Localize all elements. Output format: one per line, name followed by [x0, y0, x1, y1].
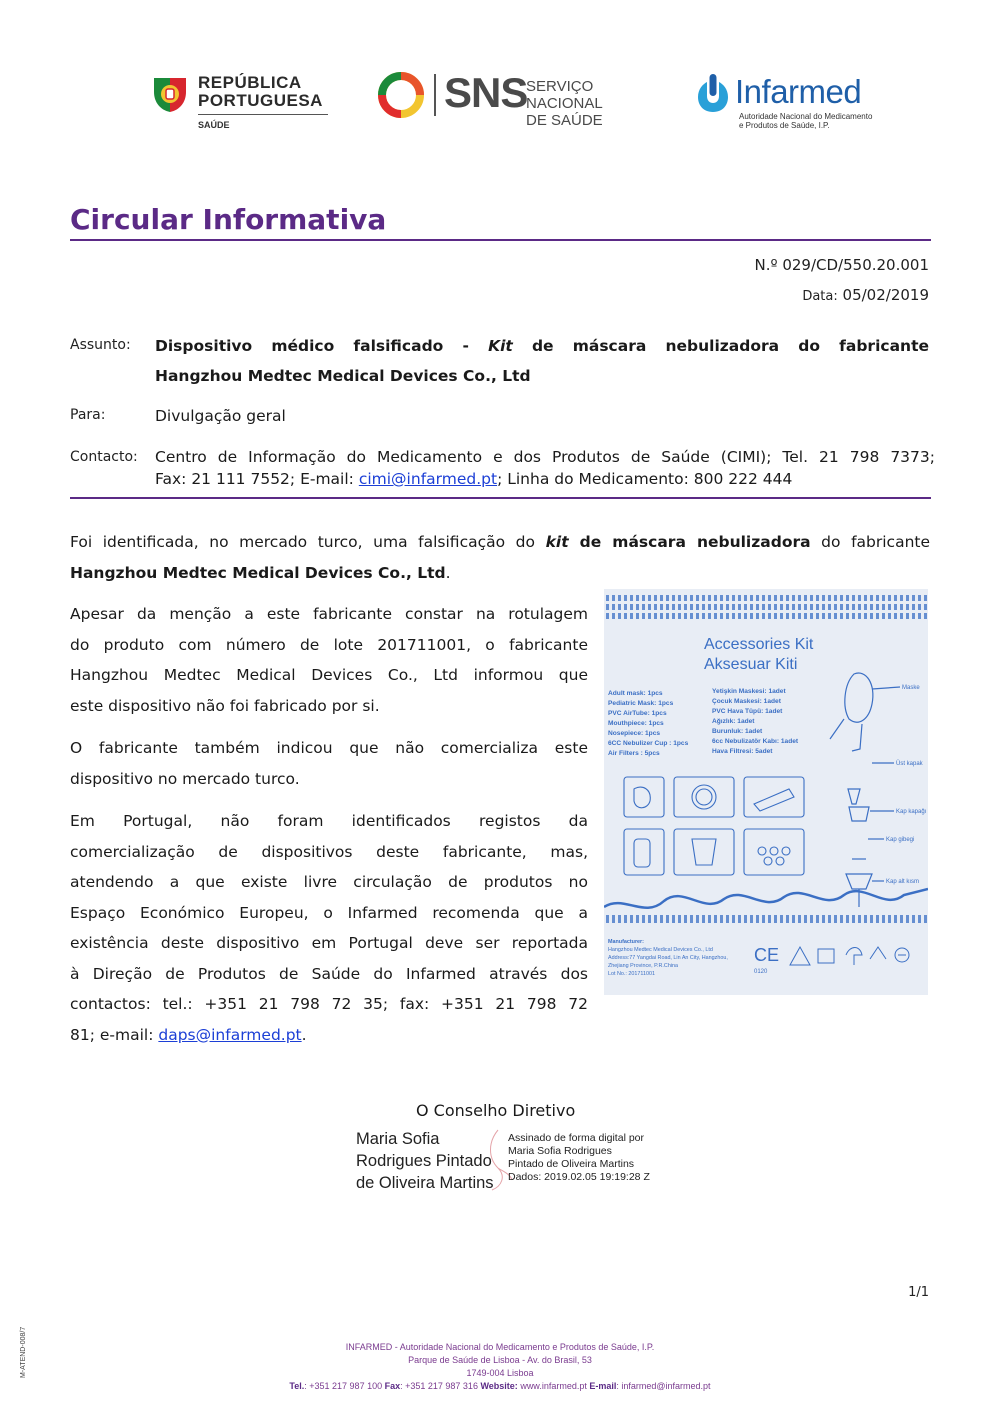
stripe-mark: [606, 613, 609, 619]
stripe-mark: [618, 613, 621, 619]
stripe-mark: [678, 613, 681, 619]
stripe-mark: [804, 915, 807, 923]
stripe-mark: [678, 604, 681, 610]
stripe-mark: [630, 915, 633, 923]
sns-wordmark: SNS: [444, 69, 528, 116]
stripe-mark: [708, 613, 711, 619]
stripe-mark: [630, 595, 633, 601]
stripe-mark: [864, 595, 867, 601]
stripe-mark: [714, 604, 717, 610]
footer-line-postcode: 1749-004 Lisboa: [466, 1368, 534, 1378]
stripe-mark: [786, 613, 789, 619]
infarmed-wordmark: Infarmed: [735, 73, 862, 110]
stripe-mark: [678, 595, 681, 601]
stripe-mark: [864, 915, 867, 923]
sns-subtitle: SERVIÇO NACIONAL DE SAÚDE: [526, 78, 603, 129]
stripe-mark: [750, 595, 753, 601]
portugal-emblem-icon: [150, 74, 190, 116]
stripe-mark: [804, 595, 807, 601]
stripe-mark: [720, 613, 723, 619]
document-title: Circular Informativa: [70, 203, 387, 236]
intro-paragraph: Foi identificada, no mercado turco, uma falsificação do kit de máscara nebulizadora do fabricante Hangzhou Medtec Medical Devices Co., Ltd.: [70, 533, 931, 582]
stripe-mark: [792, 613, 795, 619]
stripe-mark: [720, 915, 723, 923]
stripe-mark: [738, 595, 741, 601]
kit-title-en: Accessories Kit: [704, 636, 814, 653]
stripe-mark: [690, 604, 693, 610]
stripe-mark: [816, 613, 819, 619]
stripe-mark: [828, 604, 831, 610]
stripe-mark: [624, 613, 627, 619]
stripe-mark: [816, 604, 819, 610]
stripe-mark: [726, 604, 729, 610]
stripe-mark: [660, 604, 663, 610]
stripe-mark: [690, 613, 693, 619]
stripe-mark: [648, 604, 651, 610]
stripe-mark: [918, 915, 921, 923]
stripe-mark: [894, 915, 897, 923]
stripe-mark: [834, 595, 837, 601]
reference-number: N.º 029/CD/550.20.001: [754, 256, 929, 274]
stripe-mark: [666, 595, 669, 601]
stripe-mark: [792, 595, 795, 601]
stripe-mark: [834, 604, 837, 610]
stripe-mark: [612, 915, 615, 923]
stripe-mark: [858, 915, 861, 923]
assunto-label: Assunto:: [70, 337, 131, 353]
stripe-mark: [840, 613, 843, 619]
stripe-mark: [900, 613, 903, 619]
stripe-mark: [894, 604, 897, 610]
left-list-item: Air Filters : 5pcs: [608, 750, 660, 757]
right-list-item: Hava Filtresi: 5adet: [712, 748, 773, 755]
paragraph-manufacturer-statement: Apesar da menção a este fabricante constar na rotulagem do produto com número de lote 201711001, o fabricante Hangzhou Medtec Medical Devices Co., Ltd informou que este dispositivo não foi fabricado por si.: [70, 605, 588, 715]
stripe-mark: [798, 915, 801, 923]
kit-title-tr: Aksesuar Kiti: [704, 656, 798, 673]
stripe-mark: [732, 595, 735, 601]
stripe-mark: [624, 915, 627, 923]
manufacturer-line: Hangzhou Medtec Medical Devices Co., Ltd: [608, 947, 713, 953]
stripe-mark: [918, 613, 921, 619]
left-list-item: Pediatric Mask: 1pcs: [608, 700, 674, 707]
stripe-mark: [636, 595, 639, 601]
stripe-mark: [828, 595, 831, 601]
stripe-mark: [822, 604, 825, 610]
stripe-mark: [714, 613, 717, 619]
stripe-mark: [708, 604, 711, 610]
stripe-mark: [846, 595, 849, 601]
contacto-value: Centro de Informação do Medicamento e dos Produtos de Saúde (CIMI); Tel. 21 798 7373; Fax: 21 111 7552; E-mail: cimi@infarmed.pt; Linha do Medicamento: 800 222 444: [155, 448, 935, 488]
right-list-item: 6cc Nebulizatör Kabı: 1adet: [712, 738, 799, 745]
stripe-mark: [900, 595, 903, 601]
stripe-mark: [876, 613, 879, 619]
left-list-item: Adult mask: 1pcs: [608, 690, 663, 697]
stripe-mark: [654, 595, 657, 601]
right-list-item: Yetişkin Maskesi: 1adet: [712, 688, 786, 695]
stripe-mark: [630, 604, 633, 610]
stripe-mark: [630, 613, 633, 619]
stripe-mark: [726, 915, 729, 923]
stripe-mark: [654, 604, 657, 610]
stripe-mark: [696, 595, 699, 601]
stripe-mark: [822, 613, 825, 619]
stripe-mark: [786, 604, 789, 610]
stripe-mark: [834, 915, 837, 923]
stripe-mark: [858, 595, 861, 601]
paragraph-portugal-recommendation: Em Portugal, não foram identificados registos da comercialização de dispositivos deste fabricante, mas, atendendo a que existe livre circulação de produtos no Espaço Económico Europeu, o Infarmed recomenda que a existência deste dispositivo em Portugal deve ser reportada à Direção de Produtos de Saúde do Infarmed através dos contactos: tel.: +351 21 798 72 35; fax: +351 21 798 72 81; e-mail: daps@infarmed.pt.: [70, 812, 588, 1044]
stripe-mark: [888, 613, 891, 619]
stripe-mark: [876, 915, 879, 923]
stripe-mark: [876, 604, 879, 610]
stripe-mark: [714, 915, 717, 923]
callout-label: Maske: [902, 685, 920, 691]
stripe-mark: [642, 604, 645, 610]
stripe-mark: [804, 613, 807, 619]
left-list-item: Mouthpiece: 1pcs: [608, 720, 664, 727]
manufacturer-line: Zhejiang Province, P.R.China: [608, 963, 679, 969]
stripe-mark: [666, 915, 669, 923]
document-date: [802, 286, 929, 304]
title-divider: [70, 239, 931, 241]
stripe-mark: [780, 613, 783, 619]
stripe-mark: [906, 613, 909, 619]
stripe-mark: [780, 915, 783, 923]
stripe-mark: [900, 604, 903, 610]
cimi-email-link[interactable]: cimi@infarmed.pt: [358, 470, 498, 488]
infarmed-subtitle: Autoridade Nacional do Medicamento e Produtos de Saúde, I.P.: [739, 112, 873, 130]
stripe-mark: [762, 915, 765, 923]
stripe-mark: [612, 613, 615, 619]
stripe-mark: [720, 595, 723, 601]
stripe-mark: [702, 595, 705, 601]
stripe-mark: [774, 613, 777, 619]
stripe-mark: [912, 595, 915, 601]
paragraph-turkish-market: O fabricante também indicou que não comercializa este dispositivo no mercado turco.: [70, 739, 588, 788]
logo-divider: [198, 114, 328, 115]
stripe-mark: [666, 604, 669, 610]
republica-portuguesa-wordmark: REPÚBLICA PORTUGUESA: [198, 73, 323, 110]
para-value: Divulgação geral: [155, 407, 286, 425]
stripe-mark: [834, 613, 837, 619]
footer-line-organization: INFARMED - Autoridade Nacional do Medicamento e Produtos de Saúde, I.P.: [345, 1342, 655, 1352]
stripe-mark: [744, 915, 747, 923]
section-divider: [70, 497, 931, 499]
sns-ring-icon: [378, 72, 424, 118]
stripe-mark: [726, 613, 729, 619]
stripe-mark: [912, 613, 915, 619]
stripe-mark: [732, 915, 735, 923]
stripe-mark: [702, 604, 705, 610]
daps-email-link[interactable]: daps@infarmed.pt: [158, 1025, 302, 1044]
stripe-mark: [636, 915, 639, 923]
ce-number: 0120: [754, 969, 768, 975]
stripe-mark: [906, 915, 909, 923]
stripe-mark: [798, 595, 801, 601]
stripe-mark: [744, 613, 747, 619]
form-code: M-ATEND-008/7: [20, 1326, 27, 1378]
stripe-mark: [690, 595, 693, 601]
stripe-mark: [822, 595, 825, 601]
stripe-mark: [738, 613, 741, 619]
stripe-mark: [840, 595, 843, 601]
stripe-mark: [684, 604, 687, 610]
manufacturer-line: Manufacturer:: [608, 939, 644, 945]
stripe-mark: [756, 595, 759, 601]
stripe-mark: [606, 595, 609, 601]
stripe-mark: [774, 915, 777, 923]
stripe-mark: [654, 613, 657, 619]
stripe-mark: [894, 595, 897, 601]
stripe-mark: [810, 613, 813, 619]
stripe-mark: [786, 595, 789, 601]
stripe-mark: [612, 604, 615, 610]
callout-label: Kap alt kısm: [886, 879, 920, 885]
stripe-mark: [660, 595, 663, 601]
stripe-mark: [660, 613, 663, 619]
stripe-mark: [762, 613, 765, 619]
stripe-mark: [612, 595, 615, 601]
left-list-item: 6CC Nebulizer Cup : 1pcs: [608, 740, 689, 747]
stripe-mark: [924, 613, 927, 619]
body-column: [70, 599, 588, 1062]
stripe-mark: [840, 604, 843, 610]
stripe-mark: [618, 595, 621, 601]
left-list-item: Nosepiece: 1pcs: [608, 730, 661, 737]
right-list-item: Çocuk Maskesi: 1adet: [712, 698, 781, 705]
stripe-mark: [828, 613, 831, 619]
assunto-value: Dispositivo médico falsificado - Kit de máscara nebulizadora do fabricante Hangzhou Medtec Medical Devices Co., Ltd: [155, 337, 929, 385]
stripe-mark: [744, 595, 747, 601]
stripe-mark: [690, 915, 693, 923]
stripe-mark: [816, 595, 819, 601]
sns-logo: [378, 69, 658, 129]
callout-label: Kap gibegi: [886, 837, 915, 843]
stripe-mark: [840, 915, 843, 923]
date-value: 05/02/2019: [842, 286, 929, 304]
stripe-mark: [726, 595, 729, 601]
contacto-label: Contacto:: [70, 449, 138, 465]
stripe-mark: [702, 915, 705, 923]
stripe-mark: [858, 613, 861, 619]
stripe-mark: [648, 595, 651, 601]
date-label: Data:: [802, 289, 838, 304]
stripe-mark: [672, 595, 675, 601]
stripe-mark: [738, 604, 741, 610]
stripe-mark: [852, 915, 855, 923]
stripe-mark: [918, 595, 921, 601]
stripe-mark: [624, 595, 627, 601]
stripe-mark: [810, 595, 813, 601]
stripe-mark: [606, 604, 609, 610]
stripe-mark: [858, 604, 861, 610]
stripe-mark: [798, 613, 801, 619]
stripe-mark: [846, 604, 849, 610]
stripe-mark: [846, 915, 849, 923]
stripe-mark: [768, 595, 771, 601]
stripe-mark: [636, 613, 639, 619]
stripe-mark: [756, 915, 759, 923]
stripe-mark: [828, 915, 831, 923]
stripe-mark: [762, 604, 765, 610]
stripe-mark: [918, 604, 921, 610]
counterfeit-kit-label-image: [604, 589, 928, 995]
stripe-mark: [888, 915, 891, 923]
stripe-mark: [666, 613, 669, 619]
stripe-mark: [756, 604, 759, 610]
stripe-mark: [906, 604, 909, 610]
stripe-mark: [750, 915, 753, 923]
stripe-mark: [924, 915, 927, 923]
stripe-mark: [882, 595, 885, 601]
right-list-item: Burunluk: 1adet: [712, 728, 763, 735]
stripe-mark: [846, 613, 849, 619]
stripe-mark: [714, 595, 717, 601]
stripe-mark: [882, 604, 885, 610]
stripe-mark: [642, 613, 645, 619]
stripe-mark: [732, 604, 735, 610]
page-number: 1/1: [908, 1285, 929, 1300]
stripe-mark: [912, 604, 915, 610]
footer-line-contacts: Tel.: +351 217 987 100 Fax: +351 217 987 316 Website: www.infarmed.pt E-mail: infarmed@infarmed.pt: [289, 1381, 711, 1391]
stripe-mark: [708, 915, 711, 923]
infarmed-drop-icon: [695, 72, 731, 116]
stripe-mark: [810, 604, 813, 610]
republica-portuguesa-logo: [150, 70, 340, 136]
stripe-mark: [810, 915, 813, 923]
ce-mark: CE: [754, 945, 780, 965]
right-list-item: Ağızlık: 1adet: [712, 718, 755, 725]
callout-label: Üst kapak: [896, 761, 923, 767]
stripe-mark: [864, 604, 867, 610]
digital-signature-info: Assinado de forma digital por Maria Sofia Rodrigues Pintado de Oliveira Martins Dados: 2019.02.05 19:19:28 Z: [508, 1132, 650, 1183]
stripe-mark: [654, 915, 657, 923]
stripe-mark: [708, 595, 711, 601]
stripe-mark: [672, 604, 675, 610]
stripe-mark: [750, 604, 753, 610]
stripe-mark: [870, 604, 873, 610]
stripe-mark: [774, 595, 777, 601]
stripe-mark: [816, 915, 819, 923]
stripe-mark: [684, 915, 687, 923]
stripe-mark: [924, 604, 927, 610]
stripe-mark: [738, 915, 741, 923]
stripe-mark: [876, 595, 879, 601]
stripe-mark: [792, 915, 795, 923]
stripe-mark: [696, 613, 699, 619]
stripe-mark: [618, 915, 621, 923]
stripe-mark: [912, 915, 915, 923]
sns-separator: [434, 74, 436, 116]
stripe-mark: [648, 915, 651, 923]
left-list-item: PVC AirTube: 1pcs: [608, 710, 667, 717]
infarmed-logo: [695, 72, 895, 134]
stripe-mark: [636, 604, 639, 610]
stripe-mark: [888, 604, 891, 610]
stripe-mark: [852, 613, 855, 619]
manufacturer-line: Address:77 Yangdai Road, Lin An City, Hangzhou,: [608, 955, 728, 961]
stripe-mark: [906, 595, 909, 601]
stripe-mark: [774, 604, 777, 610]
product-photo: [604, 589, 928, 995]
stripe-mark: [660, 915, 663, 923]
stripe-mark: [870, 915, 873, 923]
stripe-mark: [762, 595, 765, 601]
stripe-mark: [618, 604, 621, 610]
stripe-mark: [870, 613, 873, 619]
stripe-mark: [744, 604, 747, 610]
stripe-mark: [624, 604, 627, 610]
stripe-mark: [672, 613, 675, 619]
stripe-mark: [768, 915, 771, 923]
stripe-mark: [882, 915, 885, 923]
stripe-mark: [756, 613, 759, 619]
stripe-mark: [924, 595, 927, 601]
saude-label: SAÚDE: [198, 120, 230, 130]
footer-line-address: Parque de Saúde de Lisboa - Av. do Brasil, 53: [408, 1355, 592, 1365]
stripe-mark: [642, 915, 645, 923]
stripe-mark: [882, 613, 885, 619]
stripe-mark: [696, 915, 699, 923]
stripe-mark: [648, 613, 651, 619]
para-label: Para:: [70, 407, 106, 423]
council-heading: O Conselho Diretivo: [416, 1101, 576, 1120]
stripe-mark: [732, 613, 735, 619]
stripe-mark: [606, 915, 609, 923]
stripe-mark: [768, 613, 771, 619]
stripe-mark: [852, 604, 855, 610]
stripe-mark: [822, 915, 825, 923]
stripe-mark: [864, 613, 867, 619]
callout-label: Kap kapağı: [896, 809, 927, 815]
stripe-mark: [768, 604, 771, 610]
stripe-mark: [792, 604, 795, 610]
stripe-mark: [684, 595, 687, 601]
stripe-mark: [888, 595, 891, 601]
stripe-mark: [780, 604, 783, 610]
stripe-mark: [798, 604, 801, 610]
stripe-mark: [642, 595, 645, 601]
stripe-mark: [786, 915, 789, 923]
stripe-mark: [852, 595, 855, 601]
stripe-mark: [900, 915, 903, 923]
right-list-item: PVC Hava Tüpü: 1adet: [712, 708, 783, 715]
stripe-mark: [780, 595, 783, 601]
stripe-mark: [870, 595, 873, 601]
stripe-mark: [720, 604, 723, 610]
stripe-mark: [702, 613, 705, 619]
stripe-mark: [672, 915, 675, 923]
manufacturer-line: Lot No.: 201711001: [608, 971, 655, 977]
stripe-mark: [696, 604, 699, 610]
stripe-mark: [804, 604, 807, 610]
footer: [0, 1341, 1000, 1393]
stripe-mark: [894, 613, 897, 619]
stripe-mark: [678, 915, 681, 923]
stripe-mark: [684, 613, 687, 619]
signatory-name: Maria Sofia Rodrigues Pintado de Oliveira Martins: [356, 1130, 494, 1192]
stripe-mark: [750, 613, 753, 619]
